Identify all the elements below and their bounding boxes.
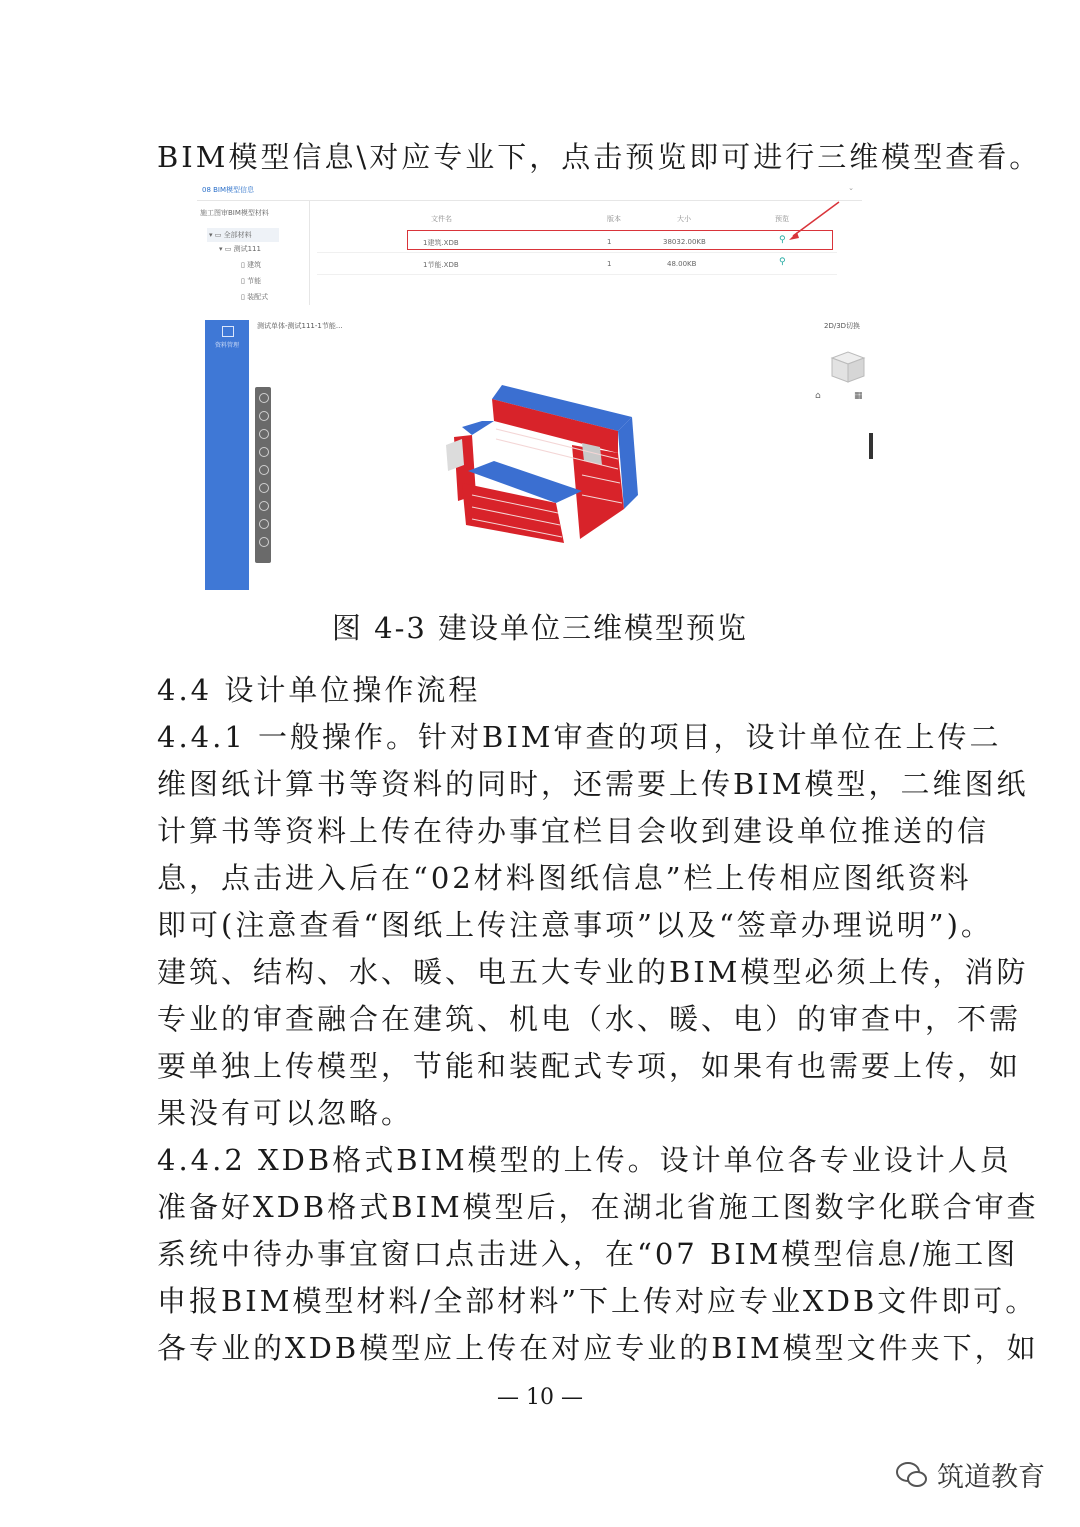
search-icon[interactable]: ⚲ bbox=[779, 257, 786, 267]
body-line: 建筑、结构、水、暖、电五大专业的BIM模型必须上传，消防 bbox=[157, 955, 1029, 989]
material-tree bbox=[197, 200, 310, 305]
building-model bbox=[432, 375, 642, 550]
folder-icon[interactable] bbox=[222, 326, 234, 337]
chevron-down-icon[interactable]: ⌄ bbox=[848, 184, 854, 192]
col-preview: 预览 bbox=[775, 215, 789, 223]
view-toggle[interactable]: 2D/3D切换 bbox=[824, 322, 861, 330]
viewer-breadcrumb: 测试单体-测试111-1节能... bbox=[257, 322, 343, 330]
body-line: 计算书等资料上传在待办事宜栏目会收到建设单位推送的信 bbox=[157, 814, 990, 848]
arrow-icon bbox=[787, 200, 847, 245]
page-number: — 10 — bbox=[497, 1385, 583, 1410]
tree-item-architecture[interactable]: ▯ 建筑 bbox=[241, 261, 262, 269]
body-line: 申报BIM模型材料/全部材料”下上传对应专业XDB文件即可。 bbox=[157, 1284, 1038, 1318]
body-line: 专业的审查融合在建筑、机电（水、暖、电）的审查中，不需 bbox=[157, 1002, 1022, 1036]
col-version: 版本 bbox=[607, 215, 621, 223]
pan-icon[interactable] bbox=[259, 429, 269, 439]
body-line: 维图纸计算书等资料的同时，还需要上传BIM模型，二维图纸 bbox=[157, 767, 1029, 801]
watermark-text: 筑道教育 bbox=[937, 1462, 1045, 1493]
tree-icon[interactable] bbox=[259, 519, 269, 529]
sidebar bbox=[205, 320, 249, 590]
sidebar-label[interactable]: 资料管理 bbox=[214, 342, 239, 349]
tree-item-prefab[interactable]: ▯ 装配式 bbox=[241, 293, 269, 301]
tree-item-project[interactable]: ▾ ▭ 测试111 bbox=[219, 245, 261, 253]
fit-icon[interactable] bbox=[259, 411, 269, 421]
body-line: 各专业的XDB模型应上传在对应专业的BIM模型文件夹下，如 bbox=[157, 1331, 1039, 1365]
body-line: 准备好XDB格式BIM模型后，在湖北省施工图数字化联合审查 bbox=[157, 1190, 1039, 1224]
table-row: 1节能.XDB 1 48.00KB ⚲ bbox=[317, 254, 837, 275]
body-line: 要单独上传模型，节能和装配式专项，如果有也需要上传，如 bbox=[157, 1049, 1022, 1083]
figure-caption: 图 4-3 建设单位三维模型预览 bbox=[331, 611, 749, 645]
paragraph-top: BIM模型信息\对应专业下，点击预览即可进行三维模型查看。 bbox=[157, 140, 1042, 174]
body-line: 4.4.1 一般操作。针对BIM审查的项目，设计单位在上传二 bbox=[157, 720, 1002, 754]
settings-icon[interactable] bbox=[259, 537, 269, 547]
model-viewer bbox=[197, 315, 877, 590]
viewer-toolbar bbox=[255, 387, 271, 563]
scrollbar[interactable] bbox=[869, 433, 873, 459]
col-size: 大小 bbox=[677, 215, 691, 223]
tree-title: 施工图审BIM模型材料 bbox=[200, 209, 269, 217]
body-line: 系统中待办事宜窗口点击进入，在“07 BIM模型信息/施工图 bbox=[157, 1237, 1019, 1271]
orbit-icon[interactable] bbox=[259, 447, 269, 457]
search-icon[interactable]: ⚲ bbox=[779, 235, 786, 245]
wechat-icon bbox=[895, 1458, 929, 1492]
section-icon[interactable] bbox=[259, 501, 269, 511]
tree-item-all[interactable]: ▾ ▭ 全部材料 bbox=[207, 228, 279, 242]
svg-text:⌂: ⌂ bbox=[815, 391, 821, 401]
highlight-box bbox=[407, 230, 833, 250]
file-table bbox=[317, 200, 862, 305]
body-line: 息，点击进入后在“02材料图纸信息”栏上传相应图纸资料 bbox=[157, 861, 972, 895]
view-cube-icon[interactable] bbox=[812, 350, 872, 405]
home-icon[interactable] bbox=[259, 393, 269, 403]
person-icon[interactable] bbox=[259, 465, 269, 475]
body-line: 4.4.2 XDB格式BIM模型的上传。设计单位各专业设计人员 bbox=[157, 1143, 1012, 1177]
body-line: 即可(注意查看“图纸上传注意事项”以及“签章办理说明”)。 bbox=[157, 908, 993, 942]
panel-title: 08 BIM模型信息 bbox=[202, 186, 255, 194]
panel-header bbox=[197, 180, 862, 201]
bim-file-panel bbox=[197, 180, 862, 305]
section-heading: 4.4 设计单位操作流程 bbox=[157, 673, 481, 707]
col-filename: 文件名 bbox=[431, 215, 452, 223]
measure-icon[interactable] bbox=[259, 483, 269, 493]
watermark bbox=[895, 1455, 1045, 1494]
tree-item-energy[interactable]: ▯ 节能 bbox=[241, 277, 262, 285]
body-line: 果没有可以忽略。 bbox=[157, 1096, 414, 1130]
table-row: 1建筑.XDB 1 38032.00KB ⚲ bbox=[317, 232, 837, 253]
svg-text:▦: ▦ bbox=[854, 391, 863, 401]
